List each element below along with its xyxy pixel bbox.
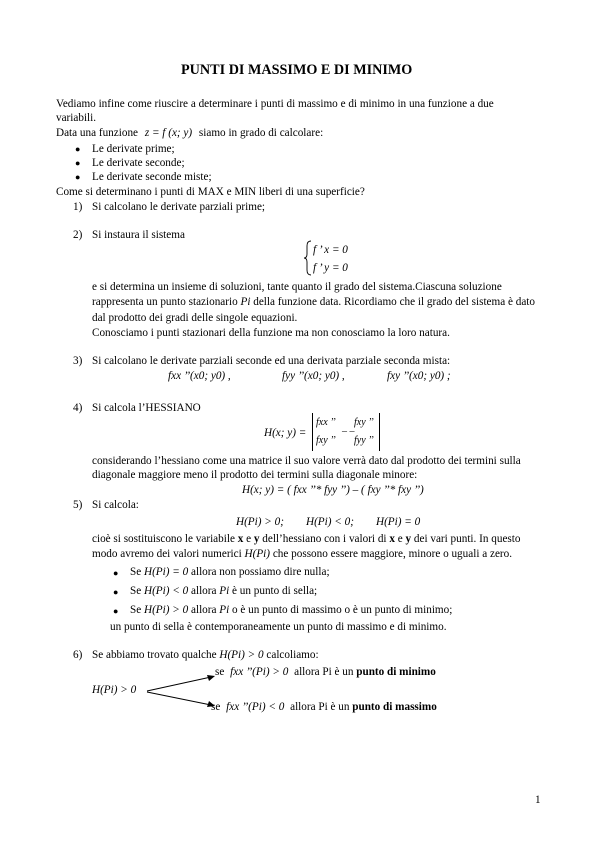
branch-math: fxx ’’(Pi) > 0	[230, 666, 289, 678]
page-number: 1	[535, 794, 541, 806]
step-4-para-1: considerando l’hessiano come una matrice il suo valore verrà dato dal prodotto dei termini sulla	[92, 455, 521, 467]
bullet-math-2: Pi	[219, 585, 230, 597]
intro-line-1: Vediamo infine come riuscire a determinare i punti di massimo e di minimo in una funzione a due	[56, 98, 494, 110]
bullet-post-2: è un punto di sella;	[232, 585, 318, 597]
stationary-point-symbol: Pi	[240, 296, 251, 308]
bullet-math: H(Pi) = 0	[143, 566, 189, 578]
hessian-m12: fxy ’’	[354, 417, 374, 428]
bullet-icon: ●	[113, 606, 119, 616]
derivative-fxy: fxy ’’(x0; y0) ;	[387, 370, 451, 382]
step-5-note: un punto di sella è contemporaneamente un punto di massimo e di minimo.	[110, 621, 447, 633]
bullet-pre: Se	[130, 585, 142, 597]
hessian-m22: fyy ’’	[354, 435, 374, 446]
branch-maximum	[211, 701, 437, 714]
function-expression: z = f (x; y)	[144, 127, 193, 139]
intro-bullet-3: Le derivate seconde miste;	[92, 171, 212, 183]
condition-zero: H(Pi) = 0	[376, 516, 421, 528]
hessian-formula: H(x; y) = ( fxx ’’* fyy ’’) – ( fxy ’’* fxy ’’)	[242, 484, 424, 496]
condition-positive: H(Pi) > 0;	[236, 516, 284, 528]
intro-bullet-2: Le derivate seconde;	[92, 157, 185, 169]
system-brace	[304, 240, 312, 276]
bullet-math: H(Pi) > 0	[143, 604, 189, 616]
bullet-icon: ●	[113, 587, 119, 597]
step-2-para-3: dal prodotto dei gradi delle singole equazioni.	[92, 312, 298, 324]
intro-line-2: variabili.	[56, 112, 97, 124]
step-1-number: 1)	[73, 201, 83, 213]
branch-root: H(Pi) > 0	[92, 684, 137, 696]
step-3-text: Si calcolano le derivate parziali seconde ed una derivata parziale seconda mista:	[92, 355, 451, 367]
step-3-number: 3)	[73, 355, 83, 367]
branch-pre: se	[211, 701, 221, 713]
branch-pre: se	[215, 666, 225, 678]
branch-math: fxx ’’(Pi) < 0	[226, 701, 285, 713]
system-eq-1: f ’ x = 0	[313, 244, 348, 256]
var-x: x	[237, 533, 244, 545]
bullet-icon: ●	[113, 568, 119, 578]
hessian-dash: – –	[342, 426, 355, 437]
bullet-pre: Se	[130, 566, 142, 578]
step-6-number: 6)	[73, 649, 83, 661]
var-y: y	[253, 533, 260, 545]
bullet-post: allora	[191, 604, 217, 616]
step-5-number: 5)	[73, 499, 83, 511]
step-5-para-2	[92, 548, 512, 561]
step-2-para-1: e si determina un insieme di soluzioni, tante quanto il grado del sistema.Ciascuna soluzione	[92, 281, 502, 293]
intro-data-post: siamo in grado di calcolare:	[198, 127, 324, 139]
page-title: PUNTI DI MASSIMO E DI MINIMO	[181, 62, 413, 78]
bullet-post-2: o è un punto di massimo o è un punto di minimo;	[232, 604, 453, 616]
hessian-determinant	[312, 413, 380, 451]
step-4-para-2: diagonale maggiore meno il prodotto dei termini sulla diagonale minore:	[92, 469, 418, 481]
bullet-icon: ●	[75, 144, 81, 154]
step-5-para-1	[92, 533, 520, 546]
bullet-icon: ●	[75, 158, 81, 168]
intro-data-line	[56, 127, 323, 140]
var-x: x	[389, 533, 395, 545]
step-2-text: Si instaura il sistema	[92, 229, 185, 241]
step-5-para-1c: dei vari punti. In questo	[413, 533, 521, 545]
conj-e: e	[397, 533, 403, 545]
hessian-m21: fxy ’’	[316, 435, 336, 446]
bullet-pre: Se	[130, 604, 142, 616]
bullet-post: allora non possiamo dire nulla;	[191, 566, 330, 578]
step-1-text: Si calcolano le derivate parziali prime;	[92, 201, 266, 213]
branch-arrows	[145, 674, 217, 710]
step-6-text-math: H(Pi) > 0	[219, 649, 264, 661]
hessian-at-point: H(Pi)	[244, 548, 271, 560]
step-5-text: Si calcola:	[92, 499, 139, 511]
step-5-bullet-1	[130, 566, 330, 579]
intro-data-pre: Data una funzione	[56, 127, 139, 139]
step-5-para-2c: che possono essere maggiore, minore o uguali a zero.	[272, 548, 513, 560]
bullet-post: allora	[191, 585, 217, 597]
hessian-m11: fxx ’’	[316, 417, 336, 428]
step-6-text-post: calcoliamo:	[266, 649, 319, 661]
var-y: y	[405, 533, 412, 545]
step-4-number: 4)	[73, 402, 83, 414]
branch-result: punto di massimo	[352, 701, 437, 713]
step-2-para-2c: della funzione data. Ricordiamo che il grado del sistema è dato	[253, 296, 536, 308]
step-4-text: Si calcola l’HESSIANO	[92, 402, 201, 414]
derivative-fxx: fxx ’’(x0; y0) ,	[168, 370, 231, 382]
step-2-para-2	[92, 296, 535, 309]
branch-result: punto di minimo	[356, 666, 436, 678]
step-2-para-2a: rappresenta un punto stazionario	[92, 296, 238, 308]
step-5-para-2a: modo avremo dei valori numerici	[92, 548, 242, 560]
step-5-para-1a: cioè si sostituiscono le variabile	[92, 533, 235, 545]
derivative-fyy: fyy ’’(x0; y0) ,	[282, 370, 345, 382]
branch-mid: allora Pi è un	[290, 701, 350, 713]
bullet-math: H(Pi) < 0	[143, 585, 189, 597]
step-2-para-4: Conosciamo i punti stazionari della funzione ma non conosciamo la loro natura.	[92, 327, 450, 339]
bullet-icon: ●	[75, 172, 81, 182]
condition-negative: H(Pi) < 0;	[306, 516, 354, 528]
hessian-lhs: H(x; y) =	[264, 427, 307, 439]
step-2-number: 2)	[73, 229, 83, 241]
step-5-bullet-2	[130, 585, 317, 598]
intro-bullet-1: Le derivate prime;	[92, 143, 175, 155]
branch-mid: allora Pi è un	[294, 666, 354, 678]
system-eq-2: f ’ y = 0	[313, 262, 348, 274]
intro-question: Come si determinano i punti di MAX e MIN liberi di una superficie?	[56, 186, 365, 198]
bullet-math-2: Pi	[219, 604, 230, 616]
step-5-bullet-3	[130, 604, 452, 617]
conj-e: e	[246, 533, 252, 545]
step-6-text-pre: Se abbiamo trovato qualche	[92, 649, 217, 661]
branch-minimum	[215, 666, 436, 679]
step-5-para-1b: dell’hessiano con i valori di	[262, 533, 387, 545]
step-6-text	[92, 649, 319, 662]
